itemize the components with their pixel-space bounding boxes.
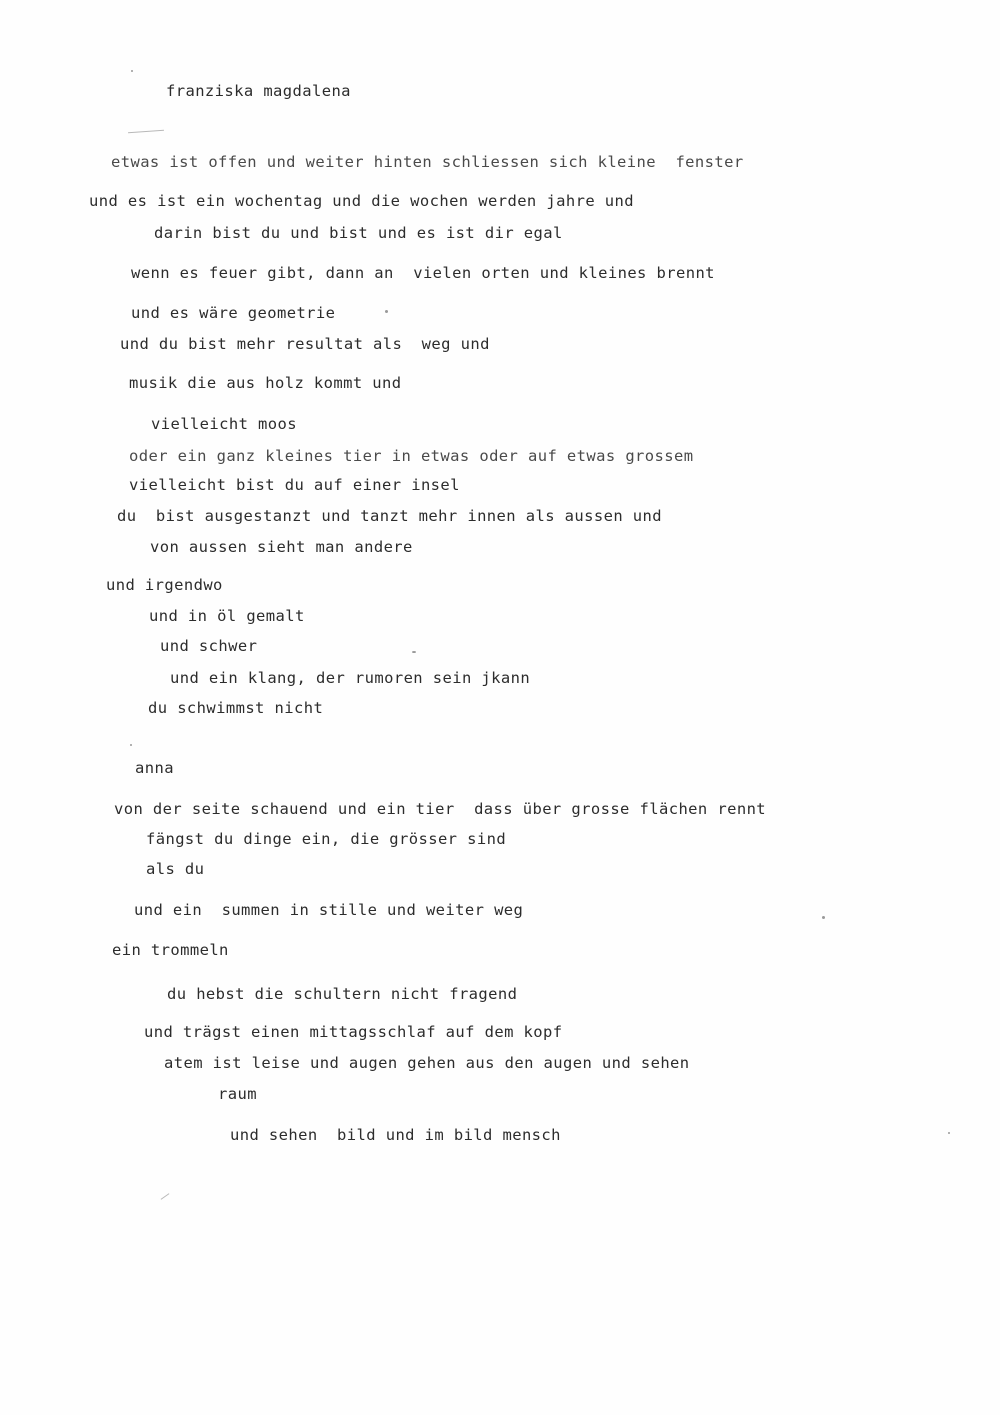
pencil-mark [161,1193,170,1200]
poem-line: fängst du dinge ein, die grösser sind [146,830,507,848]
poem-line: du bist ausgestanzt und tanzt mehr innen als aussen und [117,507,662,525]
poem-line: von aussen sieht man andere [150,538,413,556]
poem-line: du hebst die schultern nicht fragend [167,985,518,1003]
poem-title: franziska magdalena [166,82,351,100]
poem-line: von der seite schauend und ein tier dass über grosse flächen rennt [114,800,767,818]
dust-speck [948,1132,950,1134]
poem-line: und sehen bild und im bild mensch [230,1126,561,1144]
dust-speck [412,651,416,653]
poem-line: oder ein ganz kleines tier in etwas oder auf etwas grossem [129,447,694,465]
poem-line: du schwimmst nicht [148,699,324,717]
poem-line: und trägst einen mittagsschlaf auf dem kopf [144,1023,563,1041]
poem-line: und in öl gemalt [149,607,305,625]
poem-line: darin bist du und bist und es ist dir egal [154,224,563,242]
poem-line: atem ist leise und augen gehen aus den augen und sehen [164,1054,690,1072]
poem-line: als du [146,860,205,878]
poem-line: und es wäre geometrie [131,304,336,322]
poem-line: und schwer [160,637,258,655]
poem-line: und es ist ein wochentag und die wochen werden jahre und [89,192,634,210]
poem-line: und ein summen in stille und weiter weg [134,901,524,919]
poem-title: anna [135,759,174,777]
dust-speck [822,916,825,919]
dust-speck [130,744,132,746]
poem-line: musik die aus holz kommt und [129,374,402,392]
dust-speck [385,310,388,313]
poem-line: und ein klang, der rumoren sein jkann [170,669,531,687]
poem-line: wenn es feuer gibt, dann an vielen orten und kleines brennt [131,264,715,282]
dust-speck [131,70,133,72]
poem-line: vielleicht bist du auf einer insel [129,476,460,494]
poem-line: raum [218,1085,257,1103]
poem-line: vielleicht moos [151,415,297,433]
poem-line: ein trommeln [112,941,229,959]
poem-line: etwas ist offen und weiter hinten schliessen sich kleine fenster [111,153,744,171]
pencil-mark [128,130,164,134]
poem-line: und irgendwo [106,576,223,594]
poem-line: und du bist mehr resultat als weg und [120,335,490,353]
